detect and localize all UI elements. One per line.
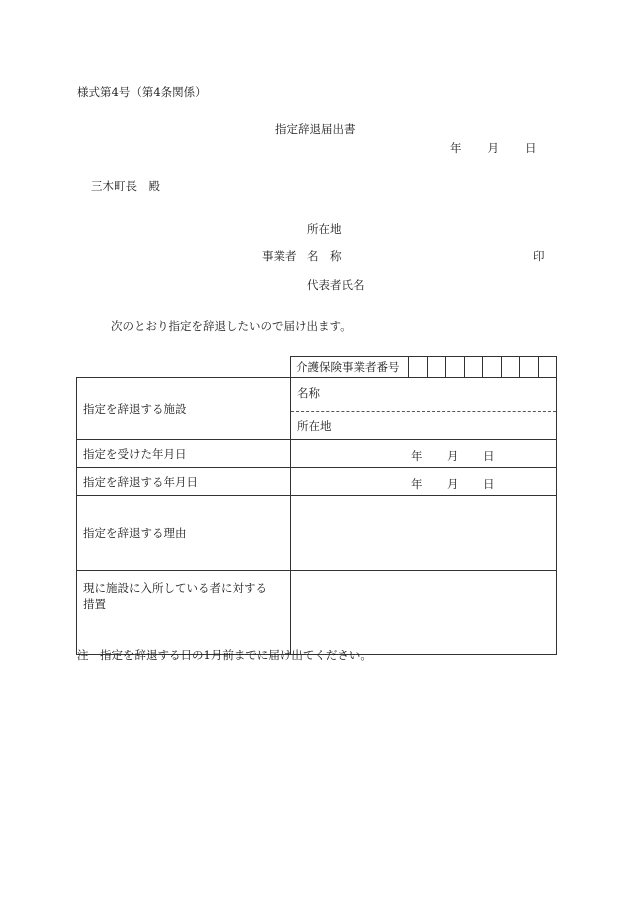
intro-text: 次のとおり指定を辞退したいので届け出ます。 — [111, 319, 352, 333]
facility-name-cell[interactable] — [291, 378, 557, 412]
date-year-label: 年 — [450, 141, 462, 155]
designated-date-cell[interactable] — [291, 440, 557, 468]
insurance-number-label: 介護保険事業者番号 — [291, 357, 409, 377]
insurance-number-box — [290, 356, 557, 377]
submission-date — [450, 143, 537, 155]
withdraw-year-label: 年 — [411, 477, 423, 491]
table-row — [77, 378, 557, 412]
applicant-name-label: 名 称 — [307, 249, 342, 263]
applicant-location-label: 所在地 — [307, 222, 342, 236]
withdraw-date-cell[interactable] — [291, 468, 557, 496]
withdraw-month-label: 月 — [447, 477, 459, 491]
applicant-business-label: 事業者 — [262, 249, 297, 263]
table-row — [77, 468, 557, 496]
document-title: 指定辞退届出書 — [275, 122, 356, 136]
insurance-number-cell[interactable] — [520, 357, 539, 377]
designated-day-label: 日 — [483, 449, 495, 463]
table-row — [77, 440, 557, 468]
table-row — [77, 571, 557, 655]
insurance-number-cell[interactable] — [465, 357, 484, 377]
measures-label-line1: 現に施設に入所している者に対する — [83, 581, 267, 595]
addressee: 三木町長 殿 — [91, 179, 160, 193]
designated-date-label: 指定を受けた年月日 — [77, 440, 291, 468]
facility-label: 指定を辞退する施設 — [77, 378, 291, 440]
form-number: 様式第4号（第4条関係） — [77, 85, 207, 99]
withdrawal-form-table — [76, 377, 557, 655]
withdraw-day-label: 日 — [483, 477, 495, 491]
representative-label: 代表者氏名 — [307, 278, 365, 292]
insurance-number-cell[interactable] — [502, 357, 521, 377]
facility-name-label: 名称 — [297, 386, 320, 400]
designated-month-label: 月 — [447, 449, 459, 463]
insurance-number-cell[interactable] — [539, 357, 557, 377]
measures-label-line2: 措置 — [83, 597, 106, 611]
table-row — [77, 496, 557, 571]
measures-cell[interactable] — [291, 571, 557, 655]
designated-year-label: 年 — [411, 449, 423, 463]
reason-cell[interactable] — [291, 496, 557, 571]
insurance-number-cell[interactable] — [446, 357, 465, 377]
footnote: 注 指定を辞退する日の1月前までに届け出てください。 — [77, 648, 372, 662]
seal-label: 印 — [533, 249, 545, 263]
date-month-label: 月 — [487, 141, 499, 155]
insurance-number-cell[interactable] — [428, 357, 447, 377]
measures-label — [77, 571, 291, 655]
facility-location-label: 所在地 — [297, 418, 332, 433]
reason-label: 指定を辞退する理由 — [77, 496, 291, 571]
facility-location-cell[interactable] — [291, 412, 557, 440]
withdraw-date-label: 指定を辞退する年月日 — [77, 468, 291, 496]
insurance-number-cell[interactable] — [483, 357, 502, 377]
insurance-number-cell[interactable] — [409, 357, 428, 377]
date-day-label: 日 — [525, 141, 537, 155]
